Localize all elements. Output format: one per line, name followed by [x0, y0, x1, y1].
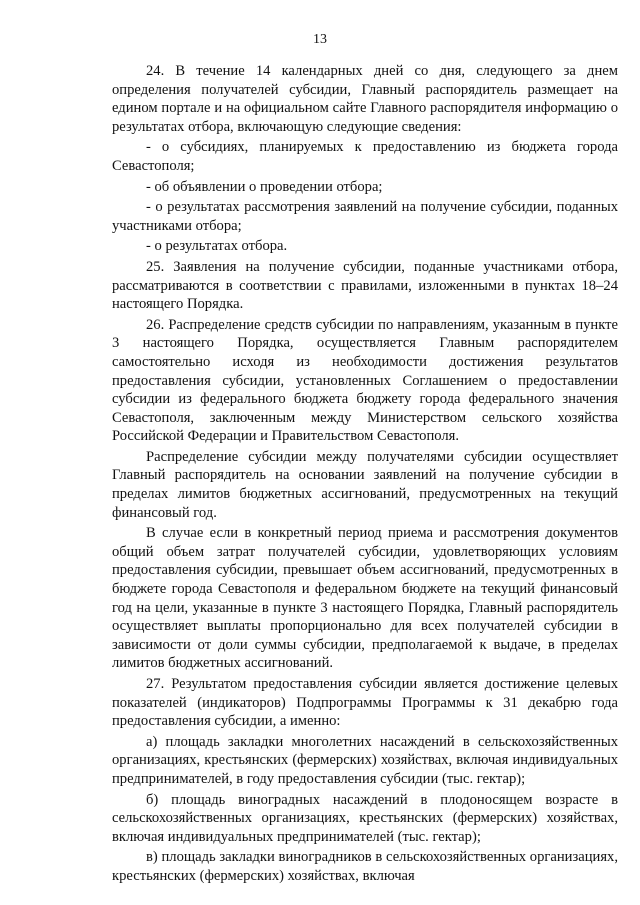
paragraph-26: 26. Распределение средств субсидии по направлениям, указанным в пункте 3 настоящего Порядка, осуществляется Главным распорядителем самостоятельно исходя из необходимости достижения результатов предоставления субсидии, установленных Соглашением о предоставлении субсидии из федерального бюджета бюджету города федерального значения Севастополя, заключенным между Министерством сельского хозяйства Российской Федерации и Правительством Севастополя. — [112, 316, 618, 445]
page-number: 13 — [313, 32, 327, 47]
paragraph-27: 27. Результатом предоставления субсидии является достижение целевых показателей (индикаторов) Подпрограммы Программы к 31 декабрю года предоставления субсидии, а именно: — [112, 676, 618, 730]
list-item-b: б) площадь виноградных насаждений в плодоносящем возрасте в сельскохозяйственных организациях, крестьянских (фермерских) хозяйствах, включая индивидуальных предпринимателей (тыс. гектар); — [112, 791, 618, 845]
document-body — [112, 62, 618, 886]
paragraph-24: 24. В течение 14 календарных дней со дня, следующего за днем определения получателей субсидии, Главный распорядитель размещает на едином портале и на официальном сайте Главного распорядителя информацию о результатах отбора, включающую следующие сведения: — [112, 63, 618, 135]
paragraph-proportional-payments: В случае если в конкретный период приема и рассмотрения документов общий объем затрат получателей субсидии, удовлетворяющих условиям предоставления субсидии, превышает объем ассигнований, предусмотренных в бюджете города Севастополя и федеральном бюджете на текущий финансовый год на цели, указанные в пункте 3 настоящего Порядка, Главный распорядитель осуществляет выплаты пропорционально для всех получателей субсидии в зависимости от доли суммы субсидии, предполагаемой к выдаче, в пределах лимитов бюджетных ассигнований. — [112, 525, 618, 672]
paragraph-25: 25. Заявления на получение субсидии, поданные участниками отбора, рассматриваются в соответствии с правилами, изложенными в пунктах 18–24 настоящего Порядка. — [112, 258, 618, 313]
paragraph-distribution: Распределение субсидии между получателями субсидии осуществляет Главный распорядитель на основании заявлений на получение субсидии в пределах лимитов бюджетных ассигнований, предусмотренных на текущий финансовый год. — [112, 448, 618, 521]
list-item-a: а) площадь закладки многолетних насаждений в сельскохозяйственных организациях, крестьянских (фермерских) хозяйствах, включая индивидуальных предпринимателей, в году предоставления субсидии (тыс. гектар); — [112, 733, 618, 787]
list-item-v: в) площадь закладки виноградников в сельскохозяйственных организациях, крестьянских (фермерских) хозяйствах, включая — [112, 849, 618, 884]
list-item-review-results: - о результатах рассмотрения заявлений на получение субсидии, поданных участниками отбора; — [112, 199, 618, 234]
list-item-subsidies: - о субсидиях, планируемых к предоставлению из бюджета города Севастополя; — [112, 139, 618, 174]
list-item-selection-results: - о результатах отбора. — [146, 238, 288, 255]
list-item-announcement: - об объявлении о проведении отбора; — [146, 178, 383, 195]
